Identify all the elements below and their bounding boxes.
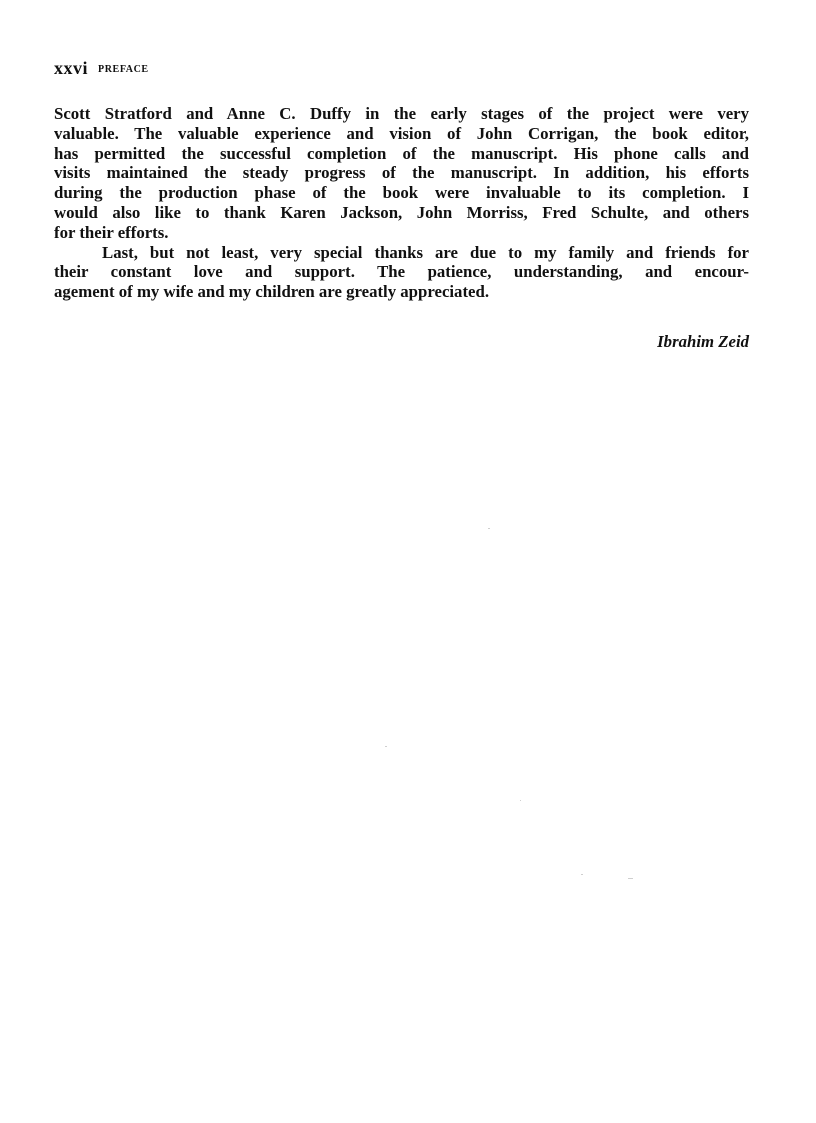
body-line: their constant love and support. The patience, understanding, and encour- [54, 262, 749, 282]
scan-speck [385, 746, 387, 747]
author-signature: Ibrahim Zeid [657, 332, 749, 351]
body-line: valuable. The valuable experience and vision of John Corrigan, the book editor, [54, 123, 749, 143]
body-line: for their efforts. [54, 222, 169, 242]
scan-speck [520, 800, 521, 801]
body-line: visits maintained the steady progress of the manuscript. In addition, his efforts [54, 163, 749, 183]
scan-speck [488, 528, 490, 529]
body-line: would also like to thank Karen Jackson, John Morriss, Fred Schulte, and others [54, 202, 749, 222]
scan-speck [628, 878, 633, 879]
body-line: Scott Stratford and Anne C. Duffy in the early stages of the project were very [54, 104, 749, 123]
body-line: during the production phase of the book were invaluable to its completion. I [54, 183, 749, 203]
body-line: Last, but not least, very special thanks are due to my family and friends for [102, 242, 749, 262]
page-number: xxvi [54, 58, 89, 78]
scan-speck [581, 874, 583, 875]
body-line: has permitted the successful completion of the manuscript. His phone calls and [54, 143, 749, 163]
body-line: agement of my wife and my children are greatly appreciated. [54, 282, 490, 302]
preface-body [54, 104, 749, 302]
running-title: PREFACE [98, 64, 149, 75]
running-head [54, 58, 149, 78]
